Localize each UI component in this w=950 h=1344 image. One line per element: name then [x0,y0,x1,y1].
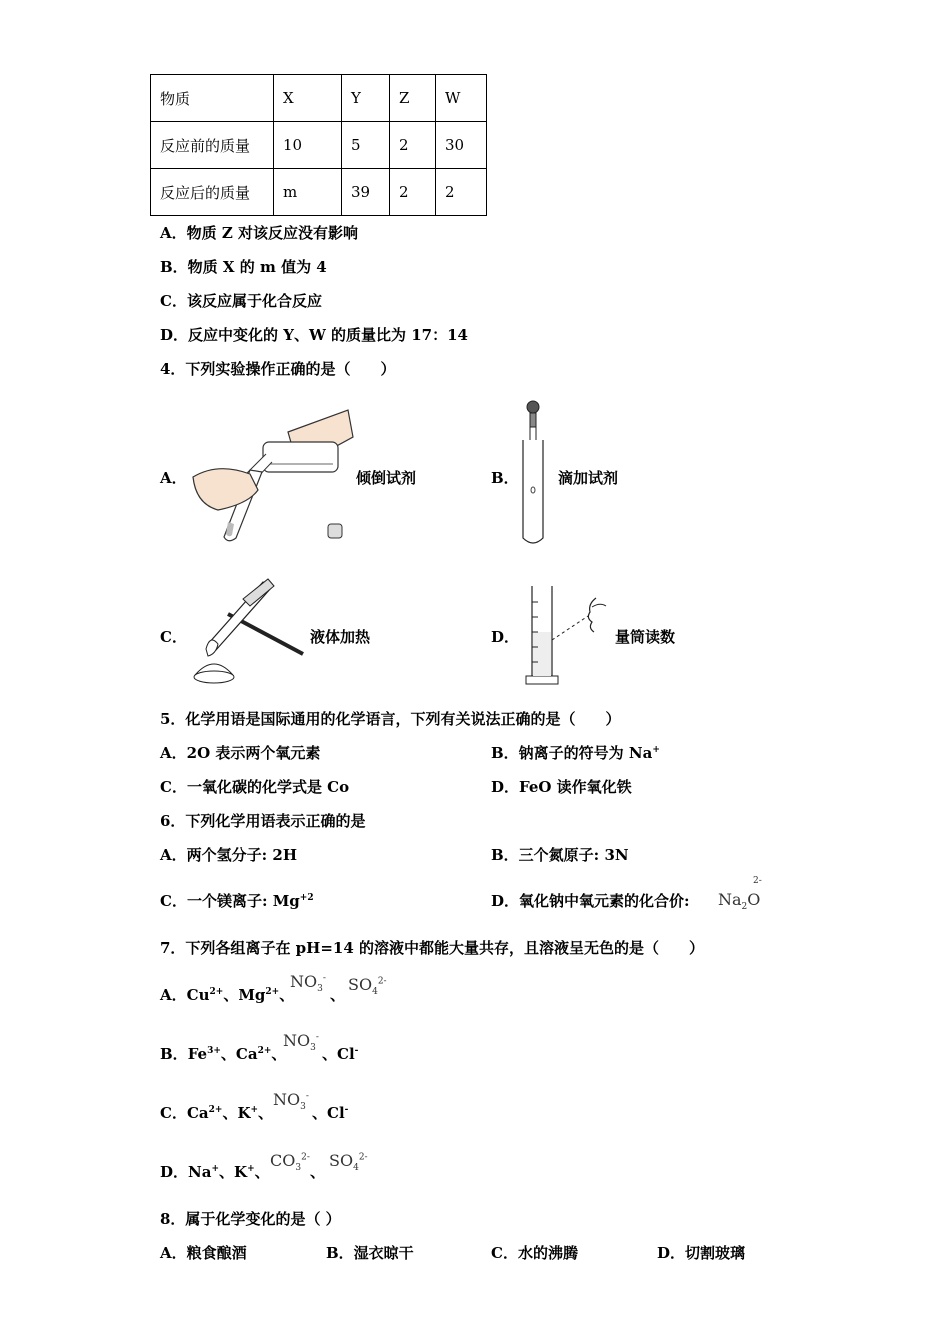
q4-option-b-letter: B． [491,469,519,487]
q3-option-a: A．物质 Z 对该反应没有影响 [160,224,359,242]
formula-sup: - [305,1091,309,1102]
formula-sub: 3 [295,1163,302,1174]
table-row [151,169,487,216]
separator: 、 [223,986,239,1004]
table-cell: 39 [342,169,390,216]
ion-charge: 2+ [257,1046,272,1056]
formula-main: NO [273,1090,301,1109]
q6-option-a: A．两个氢分子: 2H [160,846,298,864]
option-letter: B． [160,1045,188,1063]
formula-main: CO [270,1151,296,1170]
q5-option-c: C．一氧化碳的化学式是 Co [160,778,350,796]
ion-charge: 2+ [208,1105,223,1115]
option-letter: D． [160,1163,189,1181]
option-letter: C． [160,1104,187,1122]
table-cell: 物质 [151,75,274,122]
formula-main: NO [290,972,318,991]
q8-option-d: D．切割玻璃 [657,1244,746,1262]
q3-option-b: B．物质 X 的 m 值为 4 [160,258,327,276]
formula-sup: 2- [377,976,387,987]
q6-option-c [160,890,314,911]
ion-charge: + [250,1105,259,1115]
q4-stem: 4．下列实验操作正确的是（ ） [160,360,396,378]
separator: 、 [254,1163,270,1181]
q5-option-a: A．2O 表示两个氧元素 [160,744,321,762]
formula-na: Na [718,890,742,909]
formula-sub: 3 [317,984,323,995]
table-cell: W [436,75,487,122]
formula-sub: 3 [300,1102,306,1113]
q4-option-a-caption: 倾倒试剂 [356,469,417,487]
q4-option-d-caption: 量筒读数 [615,628,676,646]
separator: 、 [271,1045,287,1063]
q7-a-ion-formula [290,972,326,994]
table-cell: 2 [390,169,436,216]
ion-charge: + [211,1164,219,1174]
ion: Mg [238,986,266,1004]
ion: Cl [337,1045,355,1063]
separator: 、 [220,1045,236,1063]
q7-stem: 7．下列各组离子在 pH=14 的溶液中都能大量共存，且溶液呈无色的是（ ） [160,939,704,957]
ion: Fe [187,1045,208,1063]
q7-option-d [160,1161,270,1182]
formula-o: O [747,890,761,909]
ion-charge: - [344,1105,349,1115]
q8-stem: 8．属于化学变化的是（ ） [160,1210,341,1228]
separator: 、 [258,1104,274,1122]
q6-option-b: B．三个氮原子: 3N [491,846,629,864]
q4-option-b-caption: 滴加试剂 [558,469,619,487]
q7-b-ion-formula [283,1031,319,1053]
formula-sub: 2 [741,902,748,913]
q7-a-ion-formula [348,975,387,997]
q5-option-d: D．FeO 读作氧化铁 [491,778,632,796]
q3-option-c: C．该反应属于化合反应 [160,292,322,310]
q6-option-d [491,890,690,911]
table-cell: m [274,169,342,216]
q7-option-b [160,1043,286,1064]
q5-option-b [491,742,660,763]
ion: Cu [186,986,210,1004]
table-cell: X [274,75,342,122]
ion-charge: 2+ [209,987,224,997]
option-letter: A． [160,986,187,1004]
q6-option-c-text: C．一个镁离子: Mg [160,892,300,910]
table-row [151,75,487,122]
q4-option-a-letter: A． [160,469,187,487]
q6-option-d-formula [718,890,760,912]
q4-option-c-caption: 液体加热 [310,628,371,646]
separator: 、 [312,1104,328,1122]
formula-sup: 2- [358,1152,368,1163]
q8-option-a: A．粮食酿酒 [160,1244,247,1262]
q7-c-ion-formula [273,1090,309,1112]
heating-liquid-figure [188,574,308,686]
mass-table [150,74,487,216]
formula-sup: - [322,973,326,984]
q6-option-d-text: D．氧化钠中氧元素的化合价: [491,892,690,910]
table-cell: Y [342,75,390,122]
formula-main: SO [329,1151,354,1170]
q6-option-c-charge: +2 [299,893,314,903]
ion-charge: + [247,1164,255,1174]
table-cell: 5 [342,122,390,169]
q7-b-tail [322,1043,358,1064]
separator: 、 [219,1163,235,1181]
q5-stem: 5．化学用语是国际通用的化学语言，下列有关说法正确的是（ ） [160,710,621,728]
q7-option-a [160,984,294,1005]
formula-sup: - [315,1032,319,1043]
q3-option-d: D．反应中变化的 Y、W 的质量比为 17：14 [160,326,468,344]
q6-stem: 6．下列化学用语表示正确的是 [160,812,366,830]
table-cell: Z [390,75,436,122]
formula-main: NO [283,1031,311,1050]
ion: Cl [327,1104,345,1122]
table-cell: 10 [274,122,342,169]
q4-option-d-letter: D． [491,628,520,646]
q5-option-b-charge: + [652,745,660,755]
ion: K [237,1104,251,1122]
ion: Ca [186,1104,209,1122]
separator: 、 [222,1104,238,1122]
formula-main: SO [348,975,373,994]
ion: Ca [235,1045,258,1063]
graduated-cylinder-figure [518,582,614,688]
ion: Na [188,1163,212,1181]
separator: 、 [279,986,295,1004]
ion-charge: 2+ [265,987,280,997]
ion: K [234,1163,248,1181]
q7-a-sep: 、 [330,986,346,1004]
q8-option-b: B．湿衣晾干 [326,1244,414,1262]
table-row [151,122,487,169]
formula-sub: 4 [372,987,378,998]
ion-charge: - [354,1046,359,1056]
q7-d-sep: 、 [310,1163,326,1181]
table-cell: 反应后的质量 [151,169,274,216]
q7-d-ion-formula [270,1151,310,1173]
separator: 、 [322,1045,338,1063]
q6-option-d-valence: 2- [753,876,762,886]
pouring-reagent-figure [188,392,358,547]
q8-option-c: C．水的沸腾 [491,1244,578,1262]
formula-sup: 2- [301,1152,310,1163]
table-cell: 30 [436,122,487,169]
q5-option-b-text: B．钠离子的符号为 Na [491,744,653,762]
ion-charge: 3+ [207,1046,221,1056]
formula-sub: 3 [310,1043,316,1054]
table-cell: 反应前的质量 [151,122,274,169]
q7-c-tail [312,1102,348,1123]
q4-option-c-letter: C． [160,628,187,646]
q7-d-ion-formula [329,1151,368,1173]
table-cell: 2 [390,122,436,169]
dropper-test-tube-figure [516,398,556,548]
table-cell: 2 [436,169,487,216]
q7-option-c [160,1102,273,1123]
formula-sub: 4 [353,1163,359,1174]
